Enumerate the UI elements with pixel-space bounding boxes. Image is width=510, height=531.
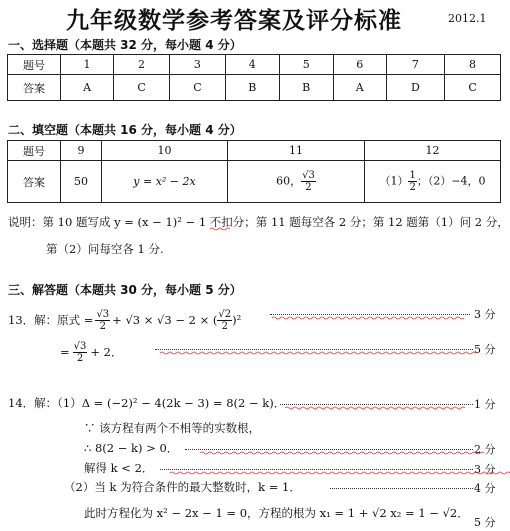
wavy-underline <box>170 472 510 474</box>
score-mark: 5 分 <box>474 516 496 529</box>
fraction-numerator: √3 <box>96 308 110 320</box>
q13-expr1: + √3 × √3 − 2 × ( <box>112 313 218 327</box>
document-title: 九年级数学参考答案及评分标准 <box>66 8 402 34</box>
wavy-underline <box>285 407 465 409</box>
fill-number: 9 <box>61 141 102 161</box>
q13-prefix: 13．解：原式 = <box>8 313 94 327</box>
q14-line4: 解得 k < 2． <box>84 461 154 475</box>
q14-line6: 此时方程化为 x² − 2x − 1 = 0，方程的根为 x₁ = 1 + √2 x₂ = 1 − √2． <box>84 506 469 520</box>
fraction-numerator: √3 <box>73 340 87 352</box>
fill-answer-12-suffix: ；（2）−4，0 <box>416 174 486 188</box>
choice-number: 7 <box>386 55 444 75</box>
score-mark: 1 分 <box>474 398 496 411</box>
fill-answer-label: 答案 <box>8 161 61 203</box>
q14-line1: 14．解：（1）Δ = (−2)² − 4(2k − 3) = 8(2 − k)． <box>8 396 286 410</box>
wavy-underline <box>272 317 464 319</box>
choice-answer: C <box>169 75 225 101</box>
fraction-denominator: 2 <box>76 352 84 364</box>
scoring-note-line1: 说明：第 10 题写成 y = (x − 1)² − 1 不扣分；第 11 题每空各 2 分；第 12 题第（1）问 2 分， <box>8 215 509 229</box>
choice-number: 6 <box>333 55 386 75</box>
score-mark: 5 分 <box>474 343 496 356</box>
choice-number: 1 <box>61 55 114 75</box>
fraction-numerator: 1 <box>409 170 416 181</box>
fraction-numerator: √2 <box>218 308 232 320</box>
section3-heading: 三、解答题（本题共 30 分，每小题 5 分） <box>8 283 242 297</box>
scoring-note-line2: 第（2）问每空各 1 分. <box>46 242 164 256</box>
fill-number: 10 <box>102 141 228 161</box>
choice-answer: D <box>386 75 444 101</box>
q14-line5: （2）当 k 为符合条件的最大整数时，k = 1． <box>64 480 301 494</box>
fraction-denominator: 2 <box>99 320 106 332</box>
choice-answer: B <box>225 75 279 101</box>
q13-equals: = <box>60 345 70 359</box>
q14-line3: ∴ 8(2 − k) > 0． <box>84 441 179 455</box>
choice-answer: C <box>445 75 501 101</box>
score-mark: 4 分 <box>474 482 496 495</box>
choice-number: 3 <box>169 55 225 75</box>
fill-number-label: 题号 <box>8 141 61 161</box>
fill-answer-12-prefix: （1） <box>379 174 409 188</box>
score-mark: 3 分 <box>474 308 496 321</box>
wavy-underline <box>210 228 230 230</box>
wavy-underline <box>160 352 476 354</box>
fraction-numerator: √3 <box>302 170 315 181</box>
section2-heading: 二、填空题（本题共 16 分，每小题 4 分） <box>8 123 242 137</box>
document-date: 2012.1 <box>448 12 487 25</box>
fraction-denominator: 2 <box>409 182 416 193</box>
choice-answer: B <box>279 75 333 101</box>
q13-expr3: + 2． <box>90 345 123 359</box>
section1-heading: 一、选择题（本题共 32 分，每小题 4 分） <box>8 38 242 52</box>
q14-line2: ∵ 该方程有两个不相等的实数根， <box>84 421 261 435</box>
choice-number-label: 题号 <box>8 55 61 75</box>
score-mark: 3 分 <box>474 463 496 476</box>
score-mark: 2 分 <box>474 443 496 456</box>
fill-answer-9: 50 <box>61 161 102 203</box>
choice-answer: C <box>114 75 170 101</box>
fill-number: 12 <box>365 141 501 161</box>
choice-number: 4 <box>225 55 279 75</box>
choice-number: 2 <box>114 55 170 75</box>
fraction-denominator: 2 <box>305 182 312 193</box>
choice-number: 5 <box>279 55 333 75</box>
choice-answer: A <box>61 75 114 101</box>
choice-answer: A <box>333 75 386 101</box>
choice-answer-label: 答案 <box>8 75 61 101</box>
fraction-denominator: 2 <box>221 320 228 332</box>
fill-answer-10: y = x² − 2x <box>102 161 228 203</box>
fill-number: 11 <box>228 141 365 161</box>
choice-number: 8 <box>445 55 501 75</box>
q13-expr2: )² <box>232 313 242 327</box>
fill-answer-11-prefix: 60， <box>276 174 302 188</box>
wavy-underline <box>200 452 484 454</box>
